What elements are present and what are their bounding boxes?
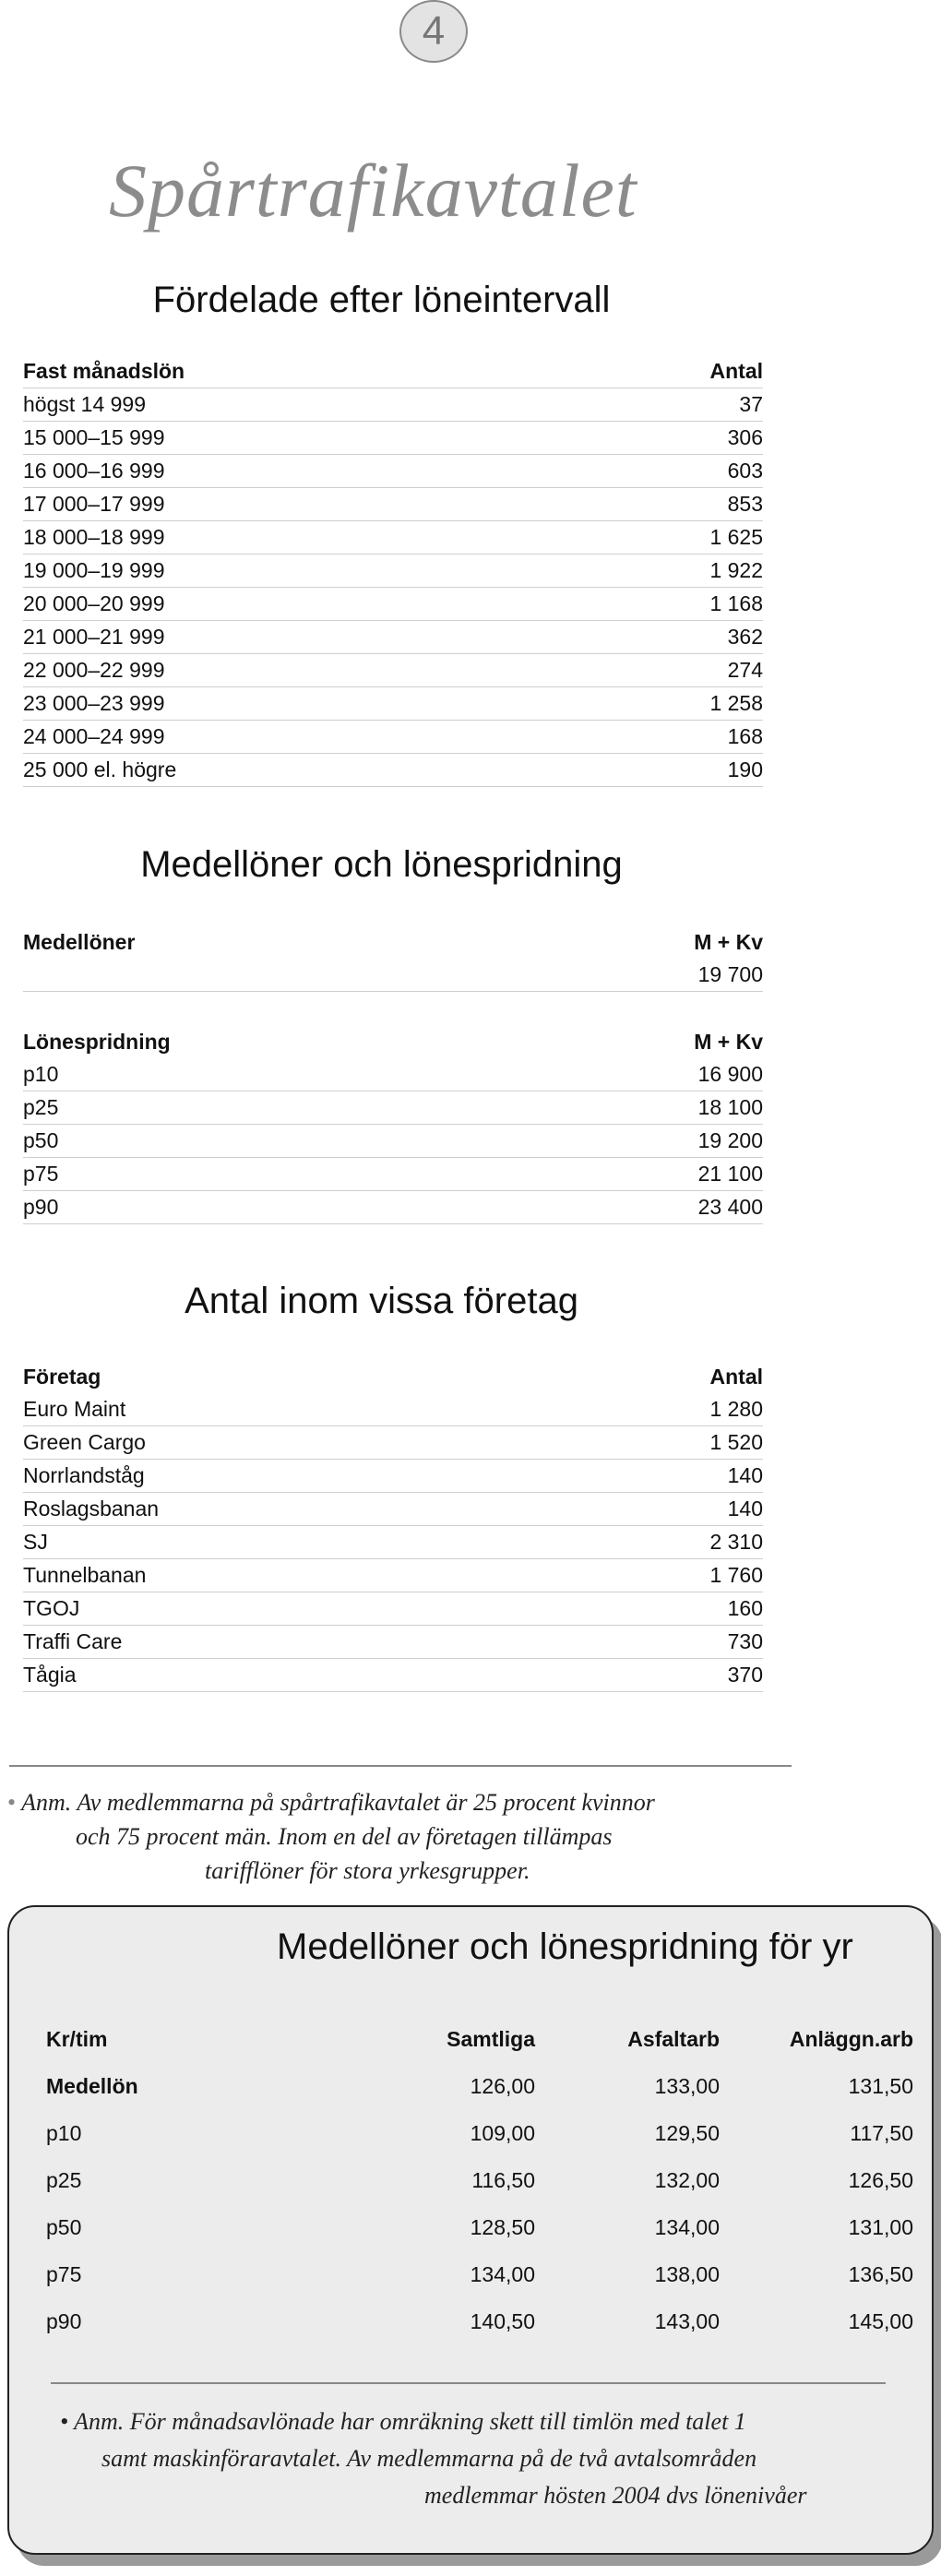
row-label: p50 — [23, 1128, 59, 1152]
row-label: Tunnelbanan — [23, 1563, 147, 1587]
row-value: 128,50 — [470, 2215, 535, 2239]
panel-note-divider — [51, 2382, 886, 2384]
row-label: 24 000–24 999 — [23, 724, 165, 748]
row-value: 1 258 — [709, 691, 763, 715]
row-value: 133,00 — [654, 2074, 720, 2098]
table-row — [23, 555, 763, 588]
row-value: 19 700 — [697, 962, 763, 986]
table-header — [46, 2016, 913, 2063]
table-row — [23, 1191, 763, 1224]
table-row — [46, 2298, 913, 2345]
row-label: 23 000–23 999 — [23, 691, 165, 715]
row-label: 20 000–20 999 — [23, 591, 165, 615]
row-label: p25 — [46, 2168, 82, 2192]
header-cell: Företag — [23, 1365, 101, 1389]
header-cell: Asfaltarb — [627, 2027, 720, 2051]
header-cell: Anläggn.arb — [789, 2027, 913, 2051]
row-label: p25 — [23, 1095, 59, 1119]
table-row — [23, 621, 763, 654]
row-value: 1 625 — [709, 525, 763, 549]
table-header — [23, 925, 763, 959]
table-row — [46, 2063, 913, 2110]
header-cell: M + Kv — [694, 930, 763, 954]
footnote — [0, 1785, 793, 1888]
row-value: 126,00 — [470, 2074, 535, 2098]
row-value: 19 200 — [697, 1128, 763, 1152]
row-value: 21 100 — [697, 1162, 763, 1186]
table-header — [23, 1025, 763, 1058]
row-label: Roslagsbanan — [23, 1497, 160, 1521]
table-row — [23, 1592, 763, 1626]
table-row — [23, 1559, 763, 1592]
row-value: 370 — [727, 1663, 763, 1687]
row-value: 730 — [727, 1629, 763, 1653]
row-value: 129,50 — [654, 2121, 720, 2145]
row-label: Euro Maint — [23, 1397, 126, 1421]
row-value: 1 168 — [709, 591, 763, 615]
note-divider — [9, 1765, 792, 1767]
table-row — [46, 2157, 913, 2204]
page-title: Spårtrafikavtalet — [109, 149, 637, 233]
row-label: Norrlandståg — [23, 1463, 145, 1487]
header-cell: M + Kv — [694, 1030, 763, 1054]
row-label: p90 — [46, 2309, 82, 2333]
row-label: p75 — [46, 2262, 82, 2286]
section-title-foretag: Antal inom vissa företag — [185, 1281, 578, 1321]
row-label: 25 000 el. högre — [23, 757, 177, 781]
header-cell: Lönespridning — [23, 1030, 171, 1054]
header-cell: Medellöner — [23, 930, 136, 954]
header-cell: Kr/tim — [46, 2027, 108, 2051]
table-row — [46, 2251, 913, 2298]
row-value: 1 922 — [709, 558, 763, 582]
row-label: TGOJ — [23, 1596, 80, 1620]
row-value: 603 — [727, 459, 763, 483]
row-label: 17 000–17 999 — [23, 492, 165, 516]
row-value: 18 100 — [697, 1095, 763, 1119]
table-loneintervall — [23, 355, 763, 787]
row-label: p50 — [46, 2215, 82, 2239]
row-value: 2 310 — [709, 1530, 763, 1554]
table-lonespridning — [23, 1025, 763, 1224]
table-row — [23, 521, 763, 555]
table-medelloner — [23, 925, 763, 992]
row-value: 117,50 — [850, 2121, 913, 2145]
table-row — [23, 687, 763, 721]
row-value: 23 400 — [697, 1195, 763, 1219]
row-label: 22 000–22 999 — [23, 658, 165, 682]
row-label: 16 000–16 999 — [23, 459, 165, 483]
row-label: p75 — [23, 1162, 59, 1186]
table-row — [23, 1058, 763, 1091]
table-header — [23, 1360, 763, 1393]
row-value: 145,00 — [848, 2309, 913, 2333]
header-cell: Fast månadslön — [23, 359, 185, 383]
section-title-medelloner: Medellöner och lönespridning — [140, 844, 623, 885]
row-label: 19 000–19 999 — [23, 558, 165, 582]
footnote-line: Anm. För månadsavlönade har omräkning skett till timlön med talet 1 — [74, 2408, 746, 2435]
bullet-icon: • — [7, 1789, 17, 1816]
row-label: 15 000–15 999 — [23, 425, 165, 449]
row-label: 21 000–21 999 — [23, 625, 165, 649]
table-row — [23, 959, 763, 992]
row-value: 1 760 — [709, 1563, 763, 1587]
row-label: Green Cargo — [23, 1430, 146, 1454]
row-value: 134,00 — [654, 2215, 720, 2239]
header-cell: Antal — [709, 359, 763, 383]
header-cell: Samtliga — [447, 2027, 535, 2051]
page-number-badge: 4 — [399, 0, 468, 63]
row-value: 168 — [727, 724, 763, 748]
row-value: 160 — [727, 1596, 763, 1620]
row-label: högst 14 999 — [23, 392, 147, 416]
row-label: p10 — [23, 1062, 59, 1086]
table-row — [23, 1626, 763, 1659]
footnote-line: och 75 procent män. Inom en del av företagen tillämpas — [76, 1823, 613, 1850]
table-row — [23, 1659, 763, 1692]
table-row — [23, 1091, 763, 1125]
section-title-loneintervall: Fördelade efter löneintervall — [152, 280, 611, 320]
table-row — [23, 1493, 763, 1526]
panel-title: Medellöner och lönespridning för yr — [277, 1926, 853, 1967]
table-row — [23, 1158, 763, 1191]
row-label: 18 000–18 999 — [23, 525, 165, 549]
row-value: 140 — [727, 1497, 763, 1521]
row-value: 143,00 — [654, 2309, 720, 2333]
footnote-line: tarifflöner för stora yrkesgrupper. — [205, 1857, 530, 1884]
table-row — [23, 721, 763, 754]
row-value: 274 — [727, 658, 763, 682]
footnote-line: medlemmar hösten 2004 dvs lönenivåer — [424, 2482, 807, 2509]
table-row — [46, 2110, 913, 2157]
table-row — [23, 1125, 763, 1158]
row-label: p90 — [23, 1195, 59, 1219]
table-row — [23, 754, 763, 787]
row-value: 134,00 — [470, 2262, 535, 2286]
row-label: p10 — [46, 2121, 82, 2145]
row-value: 109,00 — [470, 2121, 535, 2145]
row-value: 138,00 — [654, 2262, 720, 2286]
table-kr-tim — [46, 2016, 913, 2345]
table-row — [23, 1393, 763, 1426]
row-value: 1 520 — [709, 1430, 763, 1454]
header-cell: Antal — [709, 1365, 763, 1389]
row-label: Traffi Care — [23, 1629, 123, 1653]
table-header — [23, 355, 763, 388]
row-value: 306 — [727, 425, 763, 449]
row-value: 131,50 — [848, 2074, 913, 2098]
row-value: 853 — [727, 492, 763, 516]
table-row — [23, 1426, 763, 1460]
row-label: Medellön — [46, 2074, 138, 2098]
row-value: 1 280 — [709, 1397, 763, 1421]
row-label: Tågia — [23, 1663, 77, 1687]
table-row — [23, 1460, 763, 1493]
row-value: 362 — [727, 625, 763, 649]
table-row — [23, 422, 763, 455]
row-label: SJ — [23, 1530, 48, 1554]
table-foretag — [23, 1360, 763, 1692]
footnote-line: Anm. Av medlemmarna på spårtrafikavtalet är 25 procent kvinnor — [21, 1789, 655, 1816]
row-value: 190 — [727, 757, 763, 781]
bullet-icon: • — [60, 2408, 69, 2435]
row-value: 37 — [739, 392, 763, 416]
row-value: 132,00 — [654, 2168, 720, 2192]
row-value: 140,50 — [470, 2309, 535, 2333]
row-value: 131,00 — [848, 2215, 913, 2239]
row-value: 136,50 — [848, 2262, 913, 2286]
panel-footnote — [55, 2403, 941, 2514]
row-value: 126,50 — [848, 2168, 913, 2192]
table-row — [23, 388, 763, 422]
table-row — [23, 1526, 763, 1559]
footnote-line: samt maskinföraravtalet. Av medlemmarna på de två avtalsområden — [101, 2445, 757, 2472]
row-value: 140 — [727, 1463, 763, 1487]
table-row — [46, 2204, 913, 2251]
table-row — [23, 455, 763, 488]
table-row — [23, 654, 763, 687]
table-row — [23, 588, 763, 621]
row-value: 16 900 — [697, 1062, 763, 1086]
table-row — [23, 488, 763, 521]
row-value: 116,50 — [471, 2168, 535, 2192]
